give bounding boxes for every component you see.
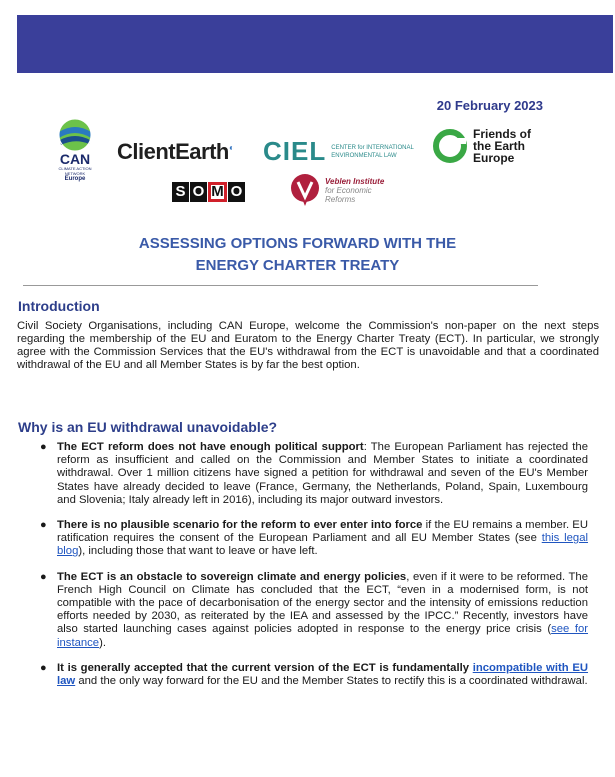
title-line2: ENERGY CHARTER TREATY [195, 257, 400, 274]
foe-ring-icon [432, 128, 468, 164]
bullet-text: and the only way forward for the EU and the Member States to rectify this is a coordinated withdrawal. [75, 675, 588, 688]
header-banner [17, 15, 613, 73]
why-heading: Why is an EU withdrawal unavoidable? [18, 419, 278, 435]
globe-icon [55, 118, 95, 152]
ciel-logo [263, 136, 426, 167]
bullet-icon: ● [40, 661, 47, 674]
intro-heading: Introduction [18, 298, 100, 314]
list-item [40, 571, 588, 650]
somo-letter: S [172, 182, 189, 202]
ciel-line2: ENVIRONMENTAL LAW [331, 152, 397, 159]
can-subtitle: CLIMATE ACTION NETWORK [58, 166, 92, 176]
foe-line2: the Earth [473, 139, 526, 153]
bullet-bold: There is no plausible scenario for the reform to ever enter into force [57, 519, 423, 532]
list-item [40, 519, 588, 559]
incompatible-eu-law-link[interactable]: incompatible with EU law [57, 661, 589, 688]
list-item [40, 662, 588, 688]
title-line1: ASSESSING OPTIONS FORWARD WITH THE [138, 235, 457, 252]
bullet-icon: ● [40, 519, 47, 532]
document-date: 20 February 2023 [436, 98, 543, 113]
ciel-mark: CIEL [263, 136, 327, 166]
friends-of-the-earth-logo [432, 128, 531, 164]
somo-letter: O [190, 182, 207, 202]
bullet-bold: It is generally accepted that the current version of the ECT is fundamentally [57, 661, 470, 674]
veblen-line1: Veblen Institute [325, 176, 385, 186]
clientearth-name: ClientEarth [117, 139, 229, 164]
list-item [40, 441, 588, 507]
can-region: Europe [64, 176, 86, 182]
bullet-bold: The ECT reform does not have enough political support [57, 441, 364, 453]
see-for-instance-link[interactable]: see for instance [57, 623, 588, 649]
veblen-line2: for Economic [325, 185, 372, 195]
bullet-text: , even if it were to be reformed. The French High Council on Climate has concluded that the ECT, “even in a modernised form, is not compatible with the pace of decarbonisation of the energy sector and the intensity of emissions reduction efforts needed by 2030, as reiterated by the IEA and assessed by the IPCC.” Recently, investors have also started launching cases against policies adopted in response to the energy price crisis ( [57, 570, 588, 636]
bullet-icon: ● [40, 570, 47, 583]
title-divider [23, 285, 538, 286]
legal-blog-link[interactable]: this legal blog [57, 532, 589, 558]
bullet-text: ), including those that want to leave or have left. [78, 545, 318, 558]
ciel-line1: CENTER for INTERNATIONAL [331, 144, 414, 151]
foe-line3: Europe [473, 151, 515, 165]
bullet-text: if the EU remains a member. EU ratification requires the consent of the European Parliament and all EU Member States (see [57, 519, 588, 545]
bullet-text: ). [99, 636, 106, 649]
veblen-name [325, 177, 384, 204]
intro-paragraph: Civil Society Organisations, including CAN Europe, welcome the Commission's non-paper on the next steps regarding the membership of the EU and Euratom to the Energy Charter Treaty (ECT). In particular, we strongly agree with the Commission Services that the EU's withdrawal from the ECT is unavoidable and that a coordinated withdrawal of the EU and all Member States is by far the best option. [17, 320, 599, 371]
can-europe-logo [52, 118, 98, 182]
ciel-fullname [331, 144, 426, 160]
can-name: CAN [59, 151, 91, 167]
bullet-bold: The ECT is an obstacle to sovereign climate and energy policies [57, 570, 407, 583]
reasons-list [40, 441, 588, 688]
foe-name [473, 128, 531, 164]
foe-line1: Friends of [473, 127, 532, 141]
bullet-text: : The European Parliament has rejected the reform as insufficient and called on the Commission and Member States to initiate a coordinated withdrawal. Over 1 million citizens have signed a petition for withdrawal and seven of the EU's Member States have already decided to leave (France, Germany, the Netherlands, Poland, Spain, Luxembourg and Slovenia; Italy already left in 2016), including its major outward investors. [57, 441, 588, 506]
document-title [0, 233, 595, 277]
veblen-institute-logo [290, 173, 384, 207]
somo-letter: M [208, 182, 227, 202]
somo-letter: O [228, 182, 245, 202]
earth-icon: ◐ [228, 142, 234, 153]
clientearth-logo [117, 139, 234, 165]
somo-logo [172, 182, 246, 202]
bullet-icon: ● [40, 441, 47, 453]
veblen-line3: Reforms [325, 194, 356, 204]
veblen-v-icon [290, 173, 320, 207]
